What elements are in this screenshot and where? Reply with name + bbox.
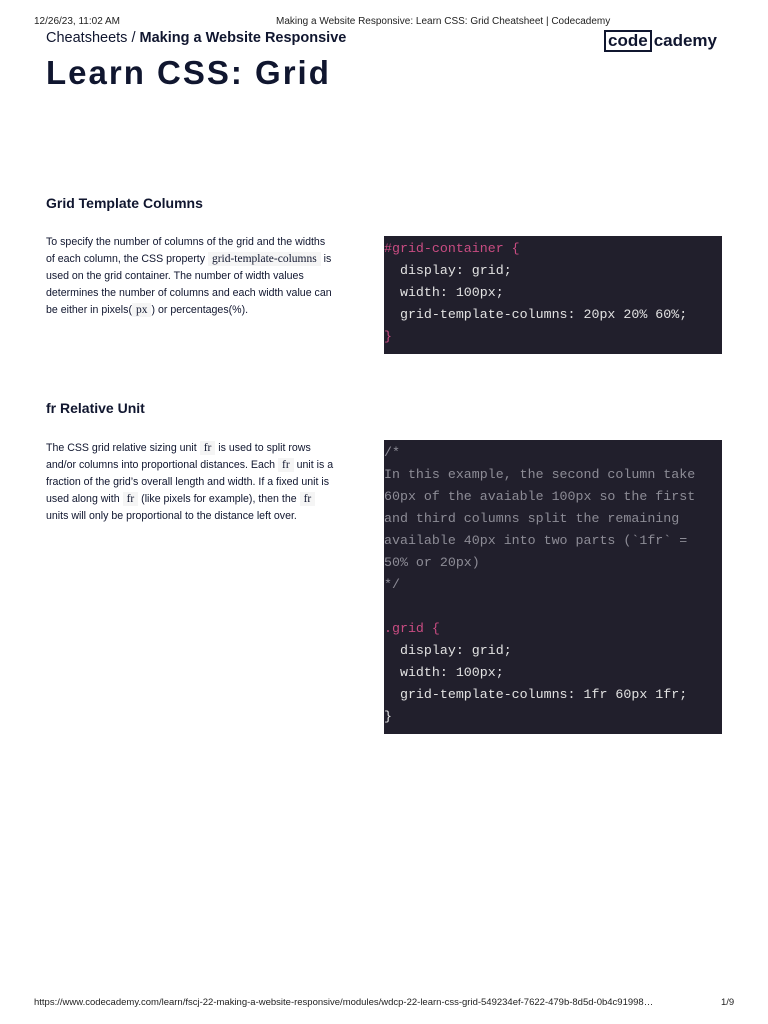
section-paragraph xyxy=(46,234,336,319)
code-line: display: grid; xyxy=(384,643,512,658)
inline-code: px xyxy=(132,303,152,317)
inline-code: fr xyxy=(200,441,216,455)
text: The CSS grid relative sizing unit xyxy=(46,442,200,454)
text: ) or percentages(%). xyxy=(151,304,249,316)
text: units will only be proportional to the distance left over. xyxy=(46,510,297,522)
code-line: 50% or 20px) xyxy=(384,555,480,570)
inline-code: grid-template-columns xyxy=(208,252,321,266)
code-line: grid-template-columns: 1fr 60px 1fr; xyxy=(384,687,688,702)
code-block xyxy=(384,236,722,354)
inline-code: fr xyxy=(123,492,139,506)
codecademy-logo[interactable] xyxy=(604,30,717,52)
text: is used to split rows and/or columns into proportional distances. Each xyxy=(46,442,311,471)
print-doc-title: Making a Website Responsive: Learn CSS: Grid Cheatsheet | Codecademy xyxy=(276,16,611,27)
code-line: In this example, the second column take xyxy=(384,467,696,482)
code-block xyxy=(384,440,722,734)
text: (like pixels for example), then the xyxy=(138,493,300,505)
section-paragraph xyxy=(46,440,336,525)
code-line: /* xyxy=(384,445,400,460)
code-line: and third columns split the remaining xyxy=(384,511,680,526)
code-line: } xyxy=(384,709,392,724)
text: unit is a fraction of the grid’s overall length and width. If a fixed unit is used along with xyxy=(46,459,334,505)
text: To specify the number of columns of the grid and the widths of each column, the CSS property xyxy=(46,236,326,265)
inline-code: fr xyxy=(278,458,294,472)
code-line: width: 100px; xyxy=(384,665,504,680)
logo-code: code xyxy=(604,30,652,52)
code-line: width: 100px; xyxy=(384,285,504,300)
print-datetime: 12/26/23, 11:02 AM xyxy=(34,16,120,27)
logo-cademy: cademy xyxy=(653,31,718,50)
page-number: 1/9 xyxy=(721,997,735,1008)
breadcrumb xyxy=(46,30,346,46)
print-url: https://www.codecademy.com/learn/fscj-22-making-a-website-responsive/modules/wdcp-22-learn-css-grid-549234ef-7622-479b-8d5d-0b4c91998… xyxy=(34,997,654,1008)
code-line: } xyxy=(384,329,392,344)
code-line: display: grid; xyxy=(384,263,512,278)
breadcrumb-current[interactable]: Making a Website Responsive xyxy=(139,30,347,46)
section-heading: Grid Template Columns xyxy=(46,195,203,211)
inline-code: fr xyxy=(300,492,316,506)
breadcrumb-root[interactable]: Cheatsheets xyxy=(46,30,128,46)
code-line: .grid { xyxy=(384,621,440,636)
code-line: 60px of the avaiable 100px so the first xyxy=(384,489,696,504)
section-heading: fr Relative Unit xyxy=(46,400,145,416)
code-line: #grid-container { xyxy=(384,241,520,256)
code-line xyxy=(384,596,722,618)
breadcrumb-separator: / xyxy=(127,30,140,46)
page-title: Learn CSS: Grid xyxy=(46,54,331,91)
code-line: grid-template-columns: 20px 20% 60%; xyxy=(384,307,688,322)
code-line: */ xyxy=(384,577,400,592)
code-line: available 40px into two parts (`1fr` = xyxy=(384,533,688,548)
text: is used on the grid container. The number of width values determines the number of columns and each width value can be either in pixels( xyxy=(46,253,332,316)
